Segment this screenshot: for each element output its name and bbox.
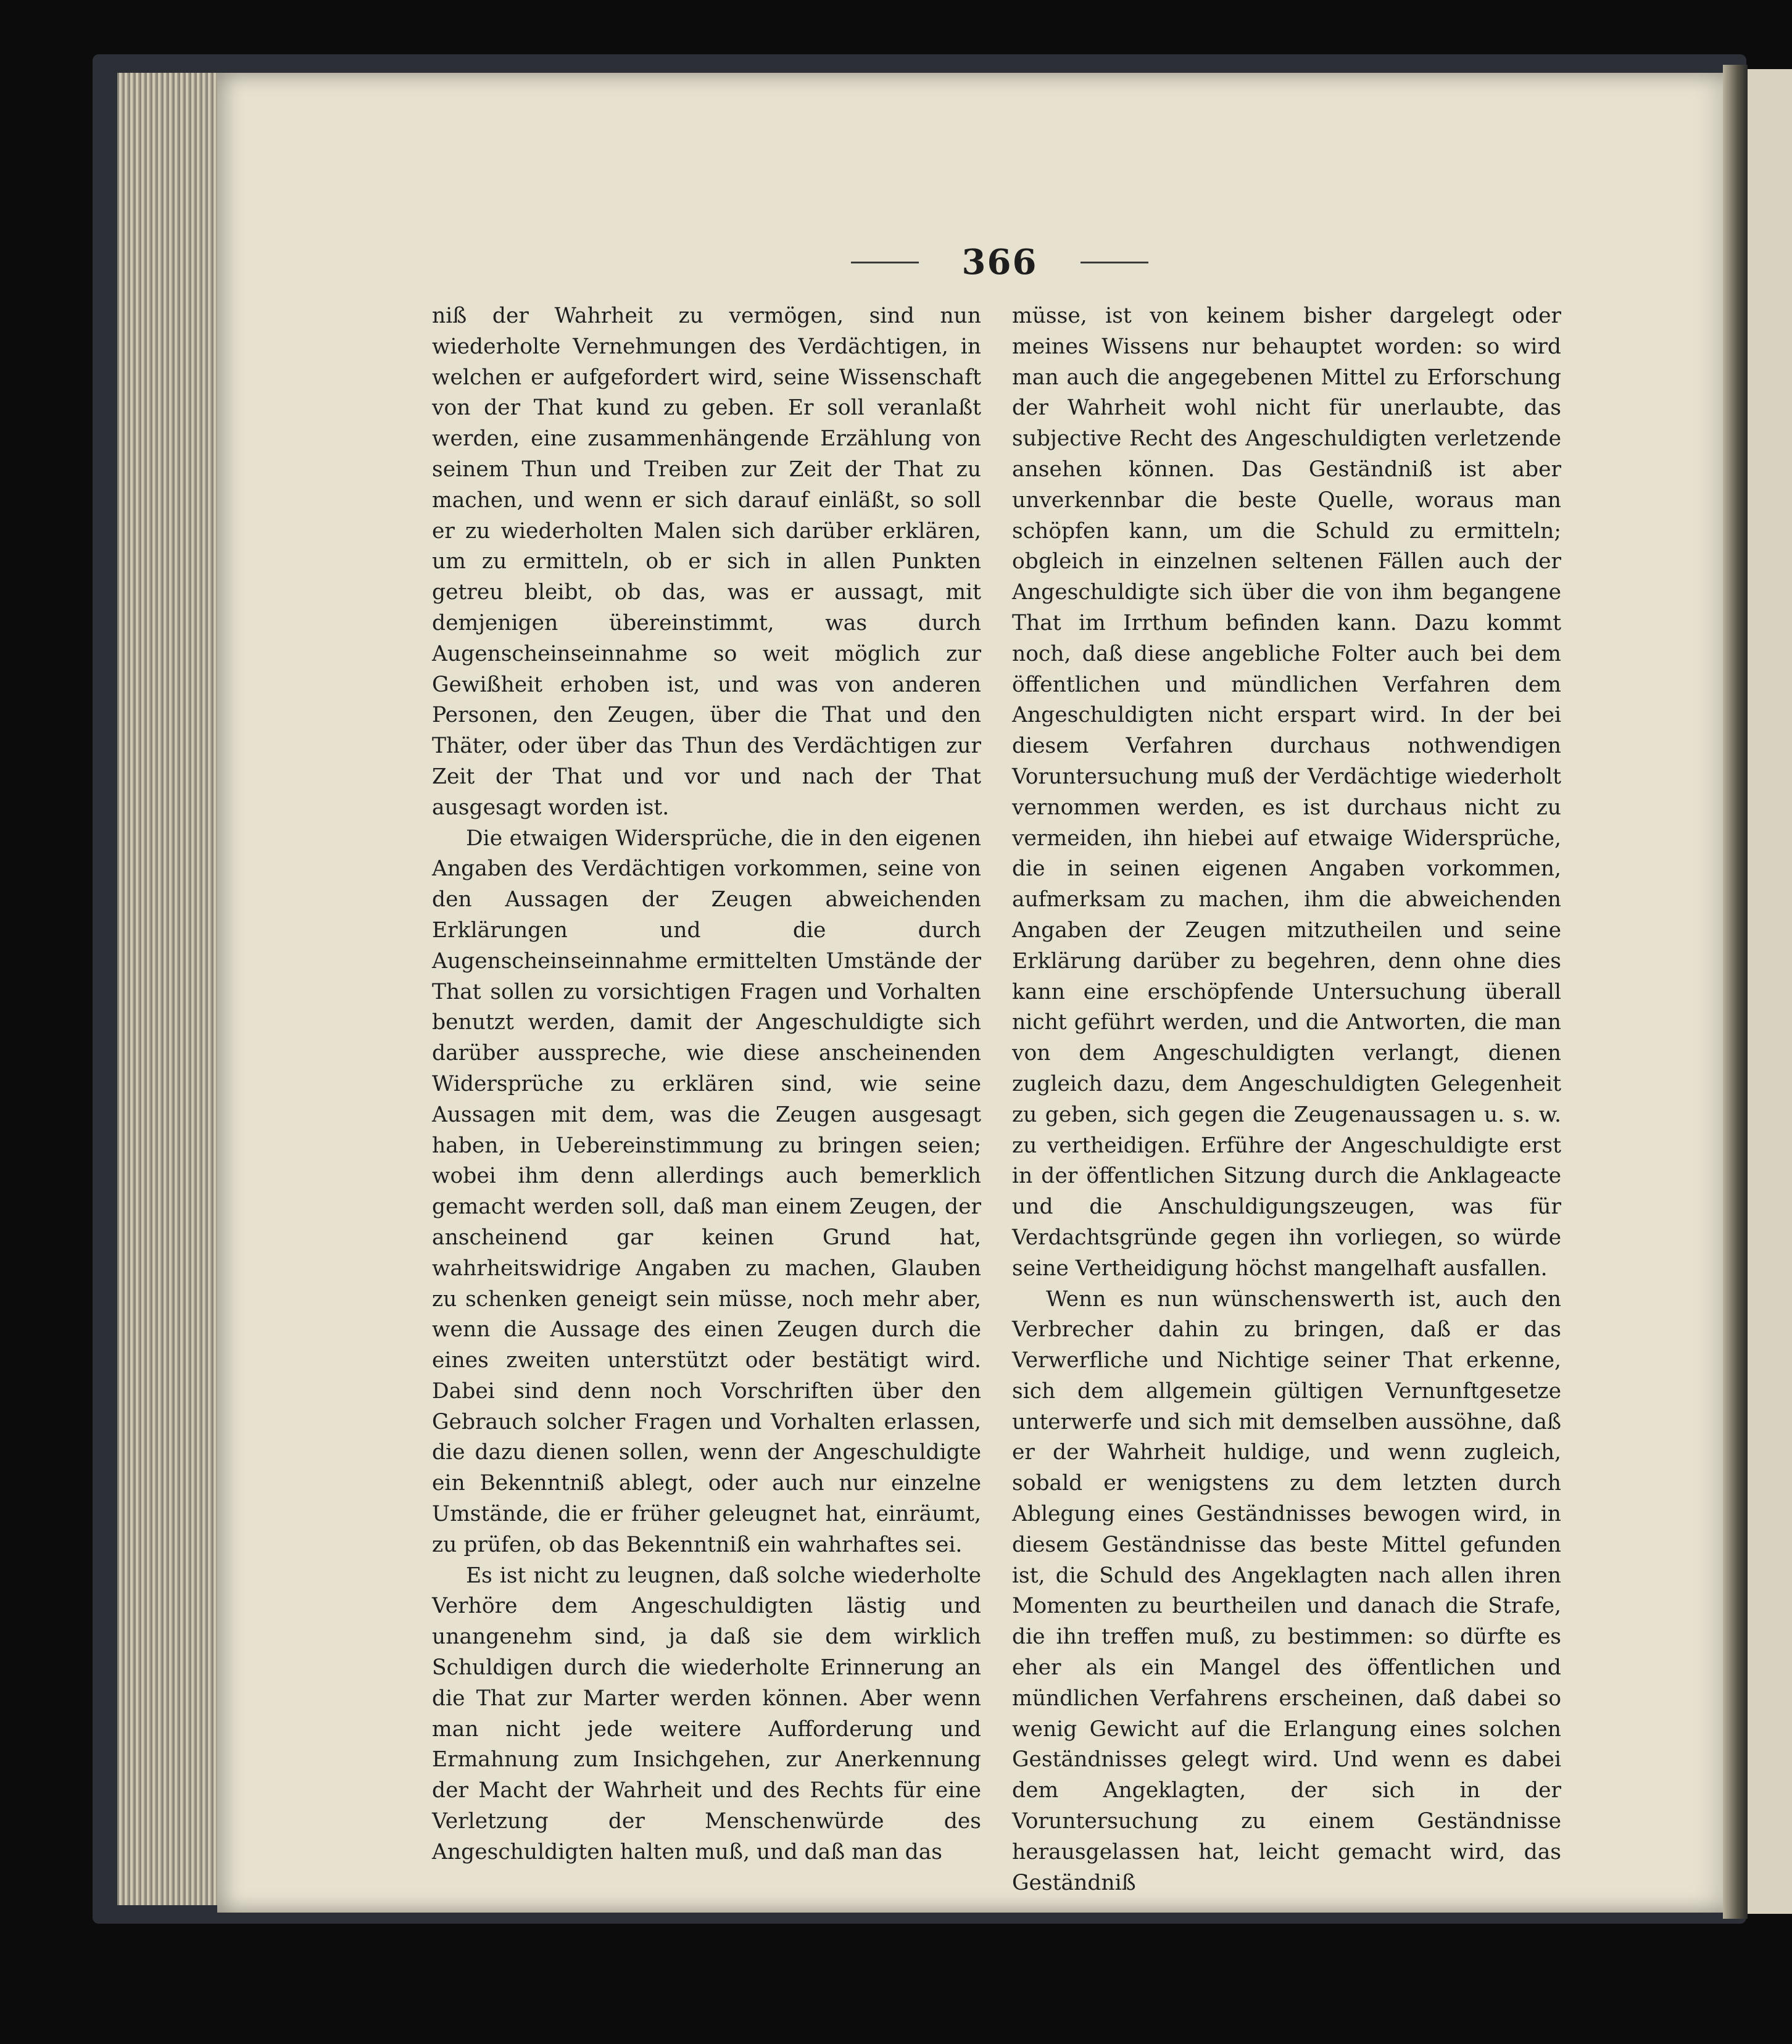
- left-paragraph-2: Die etwaigen Widersprüche, die in den eigenen Angaben des Verdächtigen vorkommen, seine von den Aussagen der Zeugen abweichenden Erklärungen und die durch Augenscheinseinnahme ermittelten Umstände der That sollen zu vorsichtigen Fragen und Vorhalten benutzt werden, damit der Angeschuldigte sich darüber ausspreche, wie diese anscheinenden Widersprüche zu erklären sind, wie seine Aussagen mit dem, was die Zeugen ausgesagt haben, in Uebereinstimmung zu bringen seien; wobei ihm denn allerdings auch bemerklich gemacht werden soll, daß man einem Zeugen, der anscheinend gar keinen Grund hat, wahrheitswidrige Angaben zu machen, Glauben zu schenken geneigt sein müsse, noch mehr aber, wenn die Aussage des einen Zeugen durch die eines zweiten unterstützt oder bestätigt wird. Dabei sind denn noch Vorschriften über den Gebrauch solcher Fragen und Vorhalten erlassen, die dazu dienen sollen, wenn der Angeschuldigte ein Bekenntniß ablegt, oder auch nur einzelne Umstände, die er früher geleugnet hat, einräumt, zu prüfen, ob das Bekenntniß ein wahrhaftes sei.: [432, 825, 981, 1557]
- left-text-column: [432, 301, 981, 1868]
- left-paragraph-1: niß der Wahrheit zu vermögen, sind nun wiederholte Vernehmungen des Verdächtigen, in welchen er aufgefordert wird, seine Wissenschaft von der That kund zu geben. Er soll veranlaßt werden, eine zusammenhängende Erzählung von seinem Thun und Treiben zur Zeit der That zu machen, und wenn er sich darauf einläßt, so soll er zu wiederholten Malen sich darüber erklären, um zu ermitteln, ob er sich in allen Punkten getreu bleibt, ob das, was er aussagt, mit demjenigen übereinstimmt, was durch Augenscheinseinnahme so weit möglich zur Gewißheit erhoben ist, und was von anderen Personen, den Zeugen, über die That und den Thäter, oder über das Thun des Verdächtigen zur Zeit der That und vor und nach der That ausgesagt worden ist.: [432, 304, 981, 820]
- page-header: [839, 234, 1160, 290]
- header-rule-right: [1081, 262, 1148, 263]
- page-edges: [117, 73, 228, 1905]
- right-text-column: [1012, 301, 1561, 1898]
- facing-page-edge: [1748, 69, 1792, 1914]
- header-rule-left: [851, 262, 919, 263]
- book-gutter: [1723, 65, 1748, 1919]
- right-paragraph-2: Wenn es nun wünschenswerth ist, auch den Verbrecher dahin zu bringen, daß er das Verwerfliche und Nichtige seiner That erkenne, sich dem allgemein gültigen Vernunftgesetze unterwerfe und sich mit demselben aussöhne, daß er der Wahrheit huldige, und wenn zugleich, sobald er wenigstens zu dem letzten durch Ablegung eines Geständnisses bewogen wird, in diesem Geständnisse das beste Mittel gefunden ist, die Schuld des Angeklagten nach allen ihren Momenten zu beurtheilen und danach die Strafe, die ihn treffen muß, zu bestimmen: so dürfte es eher als ein Mangel des öffentlichen und mündlichen Verfahrens erscheinen, daß dabei so wenig Gewicht auf die Erlangung eines solchen Geständnisses gelegt wird. Und wenn es dabei dem Angeklagten, der sich in der Voruntersuchung zu einem Geständnisse herausgelassen hat, leicht gemacht wird, das Geständniß: [1012, 1286, 1561, 1895]
- page-number: 366: [961, 242, 1038, 283]
- right-paragraph-1: müsse, ist von keinem bisher dargelegt oder meines Wissens nur behauptet worden: so wird man auch die angegebenen Mittel zu Erforschung der Wahrheit wohl nicht für unerlaubte, das subjective Recht des Angeschuldigten verletzende ansehen können. Das Geständniß ist aber unverkennbar die beste Quelle, woraus man schöpfen kann, um die Schuld zu ermitteln; obgleich in einzelnen seltenen Fällen auch der Angeschuldigte sich über die von ihm begangene That im Irrthum befinden kann. Dazu kommt noch, daß diese angebliche Folter auch bei dem öffentlichen und mündlichen Verfahren dem Angeschuldigten nicht erspart wird. In der bei diesem Verfahren durchaus nothwendigen Voruntersuchung muß der Verdächtige wiederholt vernommen werden, es ist durchaus nicht zu vermeiden, ihn hiebei auf etwaige Widersprüche, die in seinen eigenen Angaben vorkommen, aufmerksam zu machen, ihm die abweichenden Angaben der Zeugen mitzutheilen und seine Erklärung darüber zu begehren, denn ohne dies kann eine erschöpfende Untersuchung überall nicht geführt werden, und die Antworten, die man von dem Angeschuldigten verlangt, dienen zugleich dazu, dem Angeschuldigten Gelegenheit zu geben, sich gegen die Zeugenaussagen u. s. w. zu vertheidigen. Erführe der Angeschuldigte erst in der öffentlichen Sitzung durch die Anklageacte und die Anschuldigungszeugen, was für Verdachtsgründe gegen ihn vorliegen, so würde seine Vertheidigung höchst mangelhaft ausfallen.: [1012, 304, 1561, 1281]
- left-paragraph-3: Es ist nicht zu leugnen, daß solche wiederholte Verhöre dem Angeschuldigten lästig und unangenehm sind, ja daß sie dem wirklich Schuldigen durch die wiederholte Erinnerung an die That zur Marter werden können. Aber wenn man nicht jede weitere Aufforderung und Ermahnung zum Insichgehen, zur Anerkennung der Macht der Wahrheit und des Rechts für eine Verletzung der Menschenwürde des Angeschuldigten halten muß, und daß man das: [432, 1563, 981, 1864]
